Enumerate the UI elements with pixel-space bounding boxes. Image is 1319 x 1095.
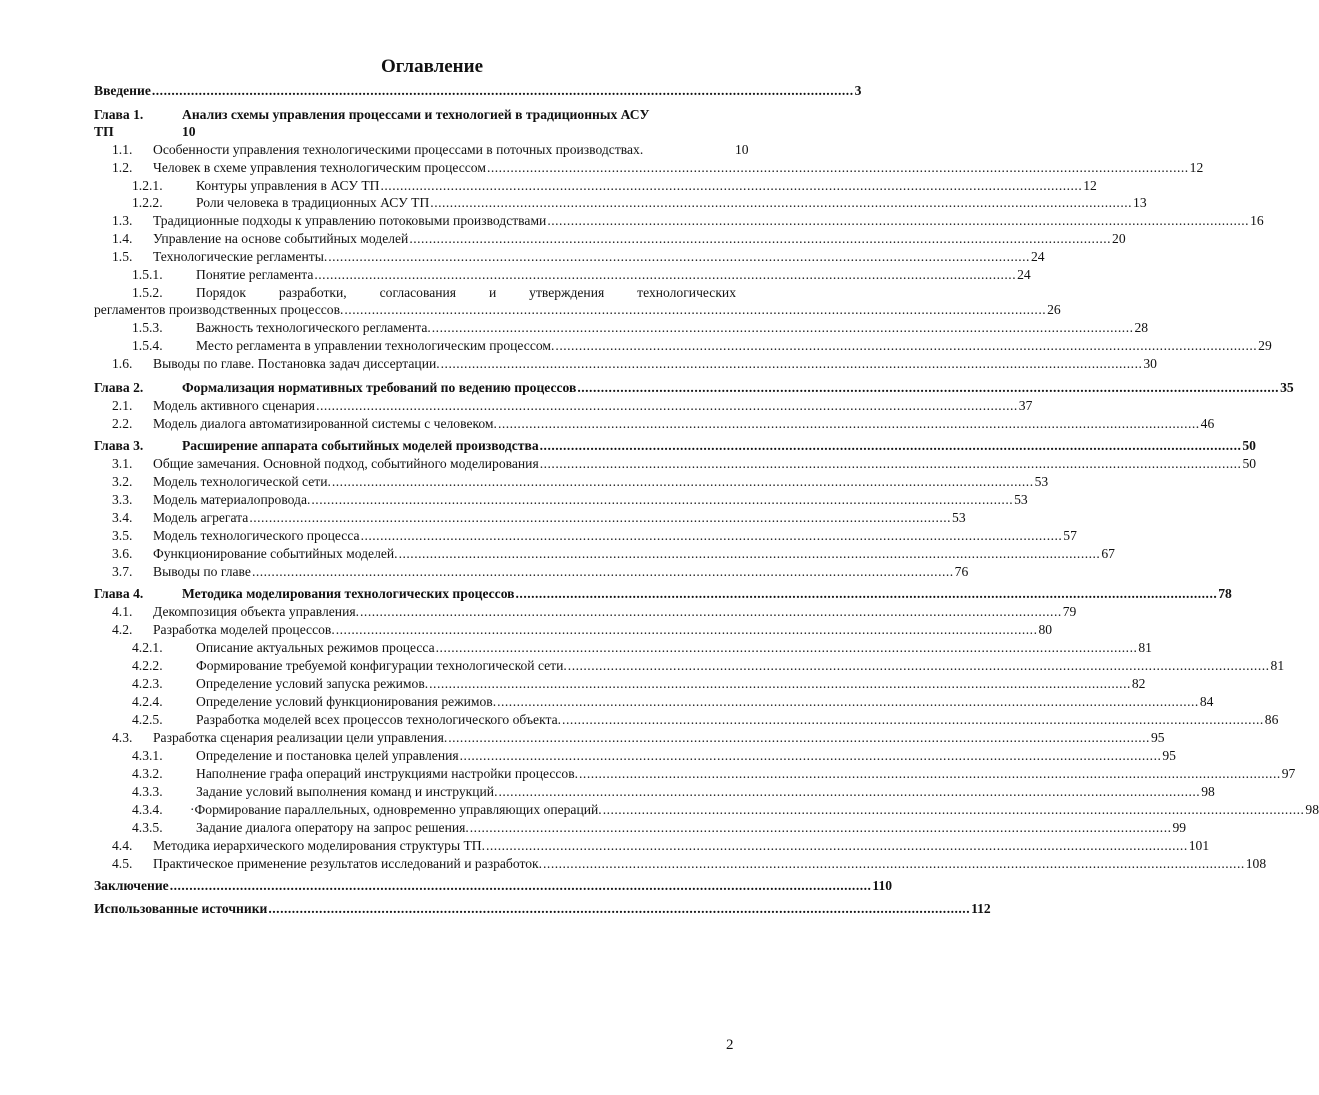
toc-leader-dots: ....................................................................................................................................................................................: [547, 213, 1250, 228]
toc-entry[interactable]: [0, 509, 966, 527]
toc-leader-dots: ....................................................................................................................................................................................: [435, 640, 1138, 655]
toc-entry[interactable]: [0, 266, 1031, 284]
toc-entry[interactable]: [0, 491, 1028, 509]
toc-entry-text: Модель технологического процесса: [153, 528, 360, 543]
toc-entry-text: Наполнение графа операций инструкциями настройки процессов.: [196, 766, 579, 781]
toc-entry-page: 84: [1199, 694, 1214, 709]
toc-entry-number: 2.1.: [112, 398, 133, 413]
toc-entry-page: 53: [1014, 492, 1028, 507]
toc-entry-text: ·Формирование параллельных, одновременно управляющих операций.: [190, 802, 602, 817]
toc-entry-number: 3.5.: [112, 528, 133, 543]
toc-entry-page: 16: [1250, 213, 1264, 228]
toc-entry-text: Функционирование событийных моделей.: [153, 546, 398, 561]
toc-entry-number: 2.2.: [112, 416, 133, 431]
toc-entry-text: Контуры управления в АСУ ТП: [196, 178, 380, 193]
toc-leader-dots: ....................................................................................................................................................................................: [567, 658, 1270, 673]
toc-entry-text: Место регламента в управлении технологическим процессом.: [196, 338, 555, 353]
toc-entry-intro[interactable]: [0, 82, 862, 100]
toc-entry[interactable]: [0, 747, 1176, 765]
toc-entry[interactable]: [0, 693, 1214, 711]
toc-leader-dots: ....................................................................................................................................................................................: [331, 474, 1034, 489]
toc-entry-page: 82: [1131, 676, 1146, 691]
toc-leader-dots: ....................................................................................................................................................................................: [515, 586, 1218, 601]
toc-entry-number: 4.3.2.: [132, 766, 163, 781]
toc-entry-page: 80: [1038, 622, 1053, 637]
toc-entry[interactable]: [0, 177, 1097, 195]
toc-entry-number: 4.3.5.: [132, 820, 163, 835]
toc-entry[interactable]: [0, 159, 1204, 177]
toc-entry-number: 1.2.1.: [132, 178, 163, 193]
toc-leader-dots: ....................................................................................................................................................................................: [151, 83, 854, 98]
toc-entry-text: Модель технологической сети.: [153, 474, 331, 489]
toc-entry-page: 81: [1138, 640, 1152, 655]
toc-entry-page: 78: [1218, 586, 1232, 601]
toc-leader-dots: ....................................................................................................................................................................................: [539, 456, 1242, 471]
toc-leader-dots: ....................................................................................................................................................................................: [360, 604, 1062, 619]
toc-leader-dots: ....................................................................................................................................................................................: [486, 160, 1189, 175]
toc-entry[interactable]: [0, 194, 1147, 212]
toc-entry-number: 1.5.2.: [132, 285, 163, 300]
toc-entry-number: 3.1.: [112, 456, 133, 471]
toc-entry-number: 1.2.2.: [132, 195, 163, 210]
toc-entry[interactable]: [0, 563, 969, 581]
toc-entry[interactable]: [0, 455, 1257, 473]
toc-leader-dots: ....................................................................................................................................................................................: [268, 901, 971, 916]
toc-entry-text: Разработка моделей всех процессов технологического объекта.: [196, 712, 562, 727]
toc-entry-text: Понятие регламента: [196, 267, 314, 282]
toc-entry-text: Модель агрегата: [153, 510, 249, 525]
toc-entry-text: Разработка сценария реализации цели управления.: [153, 730, 448, 745]
toc-entry-text: Разработка моделей процессов.: [153, 622, 335, 637]
toc-entry-number: 4.3.: [112, 730, 133, 745]
toc-entry-page: 95: [1162, 748, 1176, 763]
toc-entry-page: 28: [1134, 320, 1149, 335]
toc-entry-text: Определение условий запуска режимов.: [196, 676, 429, 691]
toc-entry-number: 4.5.: [112, 856, 133, 871]
toc-leader-dots: ....................................................................................................................................................................................: [398, 546, 1101, 561]
toc-entry[interactable]: [0, 801, 1319, 819]
toc-leader-dots: ....................................................................................................................................................................................: [577, 380, 1280, 395]
toc-entry-text: Формализация нормативных требований по ведению процессов: [182, 380, 577, 395]
toc-leader-dots: ....................................................................................................................................................................................: [602, 802, 1305, 817]
toc-entry-page: 12: [1189, 160, 1204, 175]
toc-entry[interactable]: [0, 783, 1215, 801]
toc-entry-number: 1.2.: [112, 160, 133, 175]
toc-leader-dots: ....................................................................................................................................................................................: [335, 622, 1038, 637]
toc-entry-text: Важность технологического регламента.: [196, 320, 431, 335]
toc-leader-dots: ....................................................................................................................................................................................: [409, 231, 1112, 246]
toc-entry-text: Введение: [94, 83, 151, 98]
toc-entry-number: Глава 3.: [94, 438, 144, 453]
toc-leader-dots: ....................................................................................................................................................................................: [539, 438, 1242, 453]
toc-entry[interactable]: [0, 527, 1077, 545]
toc-leader-dots: ....................................................................................................................................................................................: [555, 338, 1258, 353]
toc-entry-number: 4.2.5.: [132, 712, 163, 727]
toc-entry-chapter-2[interactable]: [0, 379, 1294, 397]
toc-entry-page: 86: [1264, 712, 1279, 727]
toc-entry-number: 4.3.1.: [132, 748, 163, 763]
toc-entry-page: 99: [1172, 820, 1187, 835]
toc-entry[interactable]: [0, 415, 1215, 433]
toc-entry-page: 20: [1112, 231, 1126, 246]
page-number: 2: [726, 1037, 734, 1053]
toc-leader-dots: ....................................................................................................................................................................................: [431, 320, 1134, 335]
toc-entry-number: 4.2.2.: [132, 658, 163, 673]
toc-entry-number: 3.4.: [112, 510, 133, 525]
toc-entry-page: 35: [1280, 380, 1294, 395]
toc-entry-text: Задание диалога оператору на запрос решения.: [196, 820, 469, 835]
toc-leader-dots: ....................................................................................................................................................................................: [344, 302, 1047, 317]
toc-entry-text: Описание актуальных режимов процесса: [196, 640, 435, 655]
toc-entry-number: 4.2.4.: [132, 694, 163, 709]
toc-leader-dots: ....................................................................................................................................................................................: [360, 528, 1063, 543]
toc-entry-page: 81: [1270, 658, 1285, 673]
toc-entry[interactable]: [0, 837, 1210, 855]
toc-entry-number: 3.2.: [112, 474, 133, 489]
toc-entry-page: 79: [1062, 604, 1077, 619]
toc-entry-chapter-1-cont[interactable]: [0, 123, 794, 141]
toc-entry-text: Формирование требуемой конфигурации технологической сети.: [196, 658, 567, 673]
toc-entry-page: 110: [872, 878, 893, 893]
toc-leader-dots: ....................................................................................................................................................................................: [498, 784, 1201, 799]
toc-entry-text: Человек в схеме управления технологическим процессом: [153, 160, 486, 175]
toc-entry-number: 4.1.: [112, 604, 133, 619]
toc-entry-page: 53: [952, 510, 966, 525]
toc-entry-number: 4.3.3.: [132, 784, 163, 799]
toc-leader-dots: ....................................................................................................................................................................................: [314, 267, 1017, 282]
toc-entry-page: 57: [1063, 528, 1077, 543]
toc-entry[interactable]: [0, 657, 1285, 675]
toc-entry-text: Выводы по главе. Постановка задач диссертации.: [153, 356, 440, 371]
toc-entry-text: Использованные источники: [94, 901, 268, 916]
toc-entry-text: Модель активного сценария: [153, 398, 316, 413]
toc-entry-number: Глава 4.: [94, 586, 144, 601]
toc-entry[interactable]: [0, 473, 1049, 491]
toc-leader-dots: ....................................................................................................................................................................................: [486, 838, 1188, 853]
toc-entry[interactable]: [0, 355, 1157, 373]
toc-entry-page: 10: [182, 124, 196, 139]
toc-leader-dots: ....................................................................................................................................................................................: [328, 249, 1030, 264]
toc-leader-dots: ....................................................................................................................................................................................: [459, 748, 1162, 763]
toc-leader-dots: ....................................................................................................................................................................................: [497, 416, 1200, 431]
toc-entry-text: Анализ схемы управления процессами и технологией в традиционных АСУ: [182, 107, 650, 122]
toc-entry-number: 1.6.: [112, 356, 133, 371]
toc-entry-text: Определение и постановка целей управления: [196, 748, 459, 763]
toc-leader-dots: ....................................................................................................................................................................................: [440, 356, 1143, 371]
toc-entry-page: 46: [1200, 416, 1215, 431]
toc-leader-dots: ....................................................................................................................................................................................: [380, 178, 1083, 193]
toc-entry-page: 50: [1242, 438, 1256, 453]
toc-entry-text: регламентов производственных процессов.: [94, 302, 344, 317]
toc-leader-dots: ....................................................................................................................................................................................: [469, 820, 1172, 835]
toc-entry-number: 4.2.: [112, 622, 133, 637]
toc-entry-text: Технологические регламенты.: [153, 249, 328, 264]
toc-leader-dots: ....................................................................................................................................................................................: [249, 510, 952, 525]
toc-entry-number: Глава 1.: [94, 107, 144, 122]
toc-entry[interactable]: [0, 545, 1115, 563]
toc-entry-text: Методика моделирования технологических процессов: [182, 586, 515, 601]
toc-entry-chapter-1[interactable]: [0, 106, 794, 124]
toc-entry-text: Модель материалопровода.: [153, 492, 311, 507]
toc-entry-number: 1.3.: [112, 213, 133, 228]
toc-entry-text: Роли человека в традиционных АСУ ТП: [196, 195, 430, 210]
toc-leader-dots: ....................................................................................................................................................................................: [448, 730, 1150, 745]
toc-entry[interactable]: [0, 819, 1187, 837]
toc-entry[interactable]: [0, 141, 794, 159]
toc-leader-dots: ....................................................................................................................................................................................: [311, 492, 1014, 507]
toc-entry-page: 24: [1017, 267, 1031, 282]
toc-entry[interactable]: [0, 319, 1149, 337]
toc-entry-number: 1.5.4.: [132, 338, 163, 353]
toc-entry[interactable]: [0, 230, 1126, 248]
toc-entry-page: 67: [1101, 546, 1115, 561]
toc-entry-number: 4.3.4.: [132, 802, 163, 817]
toc-entry-number: 4.2.3.: [132, 676, 163, 691]
toc-entry-number: 1.5.: [112, 249, 133, 264]
toc-entry[interactable]: [0, 729, 1165, 747]
toc-entry-page: 50: [1242, 456, 1257, 471]
toc-entry[interactable]: [0, 212, 1264, 230]
toc-entry[interactable]: [0, 248, 1045, 266]
toc-entry-page: 24: [1030, 249, 1045, 264]
toc-entry-references[interactable]: [0, 900, 991, 918]
toc-entry-text: Выводы по главе: [153, 564, 251, 579]
toc-entry-number: 4.2.1.: [132, 640, 163, 655]
page-title: Оглавление: [380, 56, 484, 77]
toc-entry-chapter-3[interactable]: [0, 437, 1256, 455]
toc-entry-cont[interactable]: [0, 301, 1061, 319]
toc-entry[interactable]: [0, 397, 1033, 415]
toc-entry-page: 95: [1150, 730, 1165, 745]
toc-entry[interactable]: [0, 765, 1296, 783]
toc-entry[interactable]: [0, 284, 794, 302]
toc-leader-dots: ....................................................................................................................................................................................: [316, 398, 1018, 413]
toc-leader-dots: ....................................................................................................................................................................................: [429, 676, 1131, 691]
toc-entry-number: 1.4.: [112, 231, 133, 246]
toc-entry-page: 98: [1305, 802, 1319, 817]
toc-entry-text: Заключение: [94, 878, 169, 893]
toc-entry-text: Традиционные подходы к управлению потоковыми производствами: [153, 213, 547, 228]
toc-entry[interactable]: [0, 855, 1267, 873]
toc-entry-text: Порядок разработки, согласования и утверждения технологических: [196, 285, 736, 300]
toc-entry-page: 10: [735, 142, 749, 157]
toc-entry-page: 97: [1281, 766, 1296, 781]
toc-entry-text: Общие замечания. Основной подход, событийного моделирования: [153, 456, 539, 471]
toc-entry-text: Модель диалога автоматизированной системы с человеком.: [153, 416, 497, 431]
toc-entry-page: 101: [1188, 838, 1210, 853]
toc-entry-page: 98: [1201, 784, 1215, 799]
toc-entry-text: Особенности управления технологическими процессами в поточных производствах.: [153, 142, 644, 157]
toc-entry-page: 13: [1133, 195, 1147, 210]
toc-entry-page: 76: [954, 564, 969, 579]
toc-entry-page: 37: [1018, 398, 1033, 413]
toc-entry-number: ТП: [94, 124, 114, 139]
toc-entry-number: 1.5.3.: [132, 320, 163, 335]
toc-entry-text: Расширение аппарата событийных моделей производства: [182, 438, 539, 453]
toc-leader-dots: ....................................................................................................................................................................................: [497, 694, 1199, 709]
toc-entry-number: 3.7.: [112, 564, 133, 579]
toc-entry[interactable]: [0, 603, 1077, 621]
toc-entry-page: 30: [1143, 356, 1157, 371]
toc-entry-number: 1.5.1.: [132, 267, 163, 282]
toc-leader-dots: ....................................................................................................................................................................................: [169, 878, 872, 893]
toc-entry[interactable]: [0, 675, 1146, 693]
toc-entry-text: Декомпозиция объекта управления.: [153, 604, 360, 619]
toc-entry-text: Управление на основе событийных моделей: [153, 231, 409, 246]
toc-entry-text: Практическое применение результатов исследований и разработок.: [153, 856, 543, 871]
toc-entry-page: 29: [1258, 338, 1272, 353]
toc-entry-page: 53: [1034, 474, 1049, 489]
toc-entry-page: 12: [1083, 178, 1097, 193]
toc-entry-number: 3.6.: [112, 546, 133, 561]
toc-entry-text: Задание условий выполнения команд и инструкций.: [196, 784, 498, 799]
toc-entry-text: Методика иерархического моделирования структуры ТП.: [153, 838, 485, 853]
toc-leader-dots: ....................................................................................................................................................................................: [543, 856, 1245, 871]
toc-entry-number: Глава 2.: [94, 380, 144, 395]
toc-leader-dots: ....................................................................................................................................................................................: [579, 766, 1281, 781]
toc-entry-number: 4.4.: [112, 838, 133, 853]
toc-entry[interactable]: [0, 337, 1272, 355]
toc-leader-dots: ....................................................................................................................................................................................: [562, 712, 1264, 727]
toc-entry-chapter-4[interactable]: [0, 585, 1232, 603]
toc-entry[interactable]: [0, 621, 1053, 639]
toc-entry-page: 3: [854, 83, 862, 98]
toc-leader-dots: ....................................................................................................................................................................................: [251, 564, 954, 579]
toc-entry-text: Определение условий функционирования режимов.: [196, 694, 497, 709]
toc-entry[interactable]: [0, 639, 1152, 657]
toc-leader-dots: ....................................................................................................................................................................................: [430, 195, 1133, 210]
toc-entry-page: 26: [1047, 302, 1061, 317]
toc-entry-conclusion[interactable]: [0, 877, 893, 895]
toc-entry-number: 1.1.: [112, 142, 133, 157]
toc-entry-number: 3.3.: [112, 492, 133, 507]
toc-entry-page: 108: [1245, 856, 1267, 871]
toc-entry-page: 112: [971, 901, 991, 916]
toc-entry[interactable]: [0, 711, 1279, 729]
